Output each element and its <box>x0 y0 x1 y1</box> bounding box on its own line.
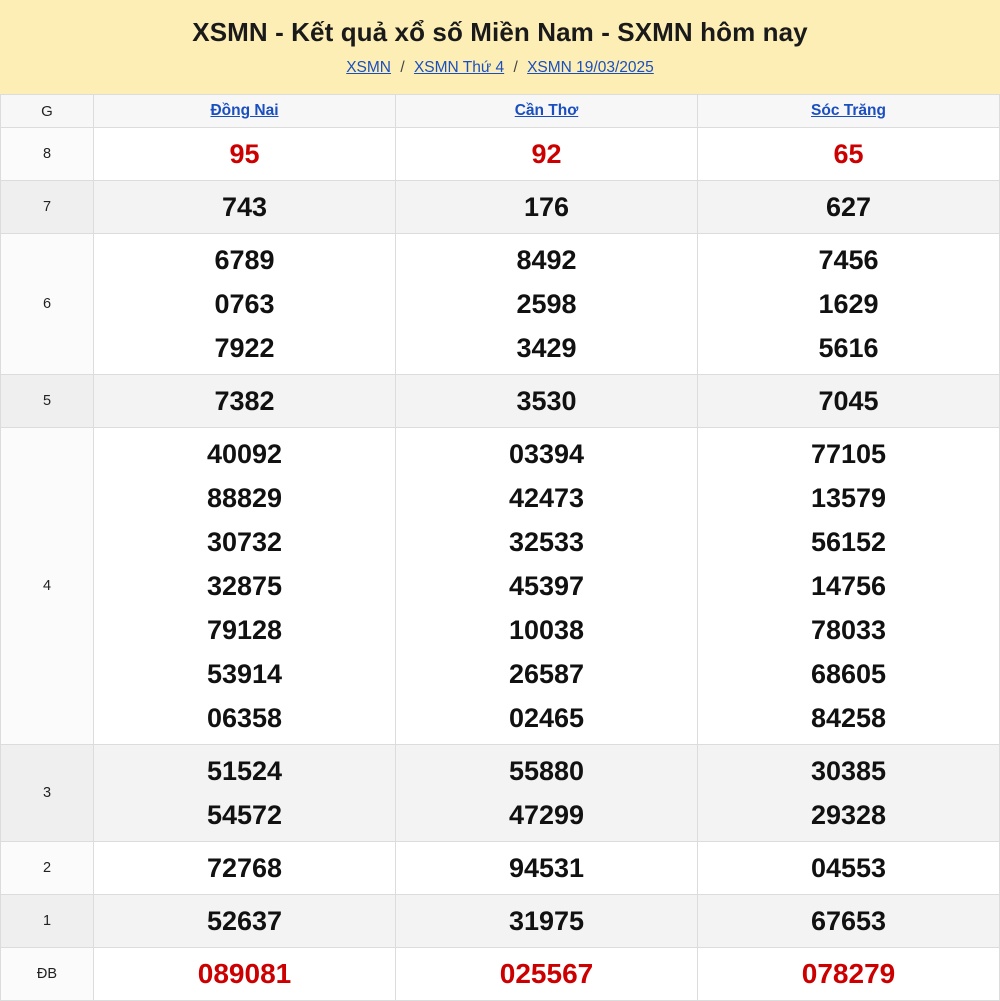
prize-number: 089081 <box>197 958 292 989</box>
column-header-province-1 <box>396 95 698 128</box>
table-header-row <box>1 95 1000 128</box>
prize-number: 743 <box>221 192 268 222</box>
prize-number: 72768 <box>206 853 283 883</box>
prize-label: 1 <box>1 895 94 948</box>
prize-number: 31975 <box>508 906 585 936</box>
breadcrumb-item-xsmn[interactable]: XSMN <box>346 59 392 76</box>
prize-number: 55880 <box>508 756 585 786</box>
prize-number: 627 <box>825 192 872 222</box>
prize-number: 025567 <box>499 958 594 989</box>
column-header-province-2 <box>698 95 1000 128</box>
prize-number: 7382 <box>214 386 275 416</box>
prize-numbers-cell <box>396 181 698 234</box>
prize-label: 6 <box>1 234 94 375</box>
prize-numbers-cell <box>94 428 396 745</box>
prize-number: 78033 <box>810 615 887 645</box>
prize-number: 79128 <box>206 615 283 645</box>
prize-number: 02465 <box>508 703 585 733</box>
prize-numbers-cell <box>698 745 1000 842</box>
prize-number: 65 <box>833 139 864 169</box>
prize-number: 7456 <box>818 245 879 275</box>
prize-number: 176 <box>523 192 570 222</box>
prize-numbers-cell <box>698 234 1000 375</box>
prize-number: 30732 <box>206 527 283 557</box>
province-link-2[interactable]: Sóc Trăng <box>811 102 886 119</box>
prize-number: 45397 <box>508 571 585 601</box>
prize-number: 88829 <box>206 483 283 513</box>
prize-number: 92 <box>531 139 562 169</box>
prize-number: 53914 <box>206 659 283 689</box>
prize-numbers-cell <box>94 128 396 181</box>
prize-number: 51524 <box>206 756 283 786</box>
prize-number: 14756 <box>810 571 887 601</box>
prize-label: 5 <box>1 375 94 428</box>
prize-numbers-cell <box>94 948 396 1001</box>
prize-numbers-cell <box>396 428 698 745</box>
table-row <box>1 234 1000 375</box>
prize-number: 30385 <box>810 756 887 786</box>
breadcrumb-separator-1: / <box>400 59 405 76</box>
prize-number: 13579 <box>810 483 887 513</box>
prize-number: 56152 <box>810 527 887 557</box>
prize-number: 3429 <box>516 333 577 363</box>
prize-number: 2598 <box>516 289 577 319</box>
table-row <box>1 745 1000 842</box>
prize-numbers-cell <box>396 375 698 428</box>
prize-number: 77105 <box>810 439 887 469</box>
prize-numbers-cell <box>698 375 1000 428</box>
table-row <box>1 375 1000 428</box>
prize-number: 3530 <box>516 386 577 416</box>
page-title: XSMN - Kết quả xổ số Miền Nam - SXMN hôm nay <box>192 17 808 47</box>
prize-numbers-cell <box>396 745 698 842</box>
prize-label: ĐB <box>1 948 94 1001</box>
prize-numbers-cell <box>396 948 698 1001</box>
prize-number: 7045 <box>818 386 879 416</box>
results-table-body <box>1 128 1000 1001</box>
breadcrumb-item-weekday[interactable]: XSMN Thứ 4 <box>413 59 505 76</box>
prize-numbers-cell <box>698 128 1000 181</box>
table-row <box>1 895 1000 948</box>
prize-number: 42473 <box>508 483 585 513</box>
prize-numbers-cell <box>396 128 698 181</box>
prize-number: 06358 <box>206 703 283 733</box>
prize-number: 68605 <box>810 659 887 689</box>
prize-numbers-cell <box>396 234 698 375</box>
prize-numbers-cell <box>94 234 396 375</box>
prize-number: 7922 <box>214 333 275 363</box>
prize-number: 1629 <box>818 289 879 319</box>
prize-number: 10038 <box>508 615 585 645</box>
prize-numbers-cell <box>698 948 1000 1001</box>
prize-number: 6789 <box>214 245 275 275</box>
prize-numbers-cell <box>94 745 396 842</box>
prize-number: 0763 <box>214 289 275 319</box>
prize-numbers-cell <box>94 181 396 234</box>
prize-numbers-cell <box>698 181 1000 234</box>
prize-numbers-cell <box>396 842 698 895</box>
prize-number: 04553 <box>810 853 887 883</box>
prize-numbers-cell <box>396 895 698 948</box>
table-row <box>1 842 1000 895</box>
breadcrumb-separator-2: / <box>513 59 518 76</box>
table-row <box>1 128 1000 181</box>
prize-label: 4 <box>1 428 94 745</box>
prize-number: 40092 <box>206 439 283 469</box>
prize-number: 32875 <box>206 571 283 601</box>
prize-label: 7 <box>1 181 94 234</box>
prize-number: 54572 <box>206 800 283 830</box>
prize-number: 8492 <box>516 245 577 275</box>
table-row <box>1 428 1000 745</box>
prize-numbers-cell <box>94 895 396 948</box>
breadcrumb <box>0 58 1000 84</box>
prize-label: 8 <box>1 128 94 181</box>
breadcrumb-item-date[interactable]: XSMN 19/03/2025 <box>527 59 654 76</box>
page-header <box>0 0 1000 94</box>
province-link-0[interactable]: Đồng Nai <box>210 102 279 119</box>
results-table-head <box>1 95 1000 128</box>
prize-number: 078279 <box>801 958 896 989</box>
table-row <box>1 948 1000 1001</box>
prize-number: 47299 <box>508 800 585 830</box>
column-header-province-0 <box>94 95 396 128</box>
prize-numbers-cell <box>698 428 1000 745</box>
prize-label: 3 <box>1 745 94 842</box>
prize-numbers-cell <box>698 895 1000 948</box>
prize-number: 95 <box>229 139 260 169</box>
prize-number: 29328 <box>810 800 887 830</box>
prize-label: 2 <box>1 842 94 895</box>
prize-numbers-cell <box>94 842 396 895</box>
prize-number: 03394 <box>508 439 585 469</box>
prize-number: 32533 <box>508 527 585 557</box>
prize-number: 5616 <box>818 333 879 363</box>
province-link-1[interactable]: Cần Thơ <box>514 102 579 119</box>
prize-number: 52637 <box>206 906 283 936</box>
prize-number: 84258 <box>810 703 887 733</box>
prize-numbers-cell <box>94 375 396 428</box>
prize-numbers-cell <box>698 842 1000 895</box>
prize-number: 67653 <box>810 906 887 936</box>
results-table <box>0 94 1000 1001</box>
prize-number: 26587 <box>508 659 585 689</box>
prize-number: 94531 <box>508 853 585 883</box>
table-row <box>1 181 1000 234</box>
column-header-prize: G <box>1 95 94 128</box>
